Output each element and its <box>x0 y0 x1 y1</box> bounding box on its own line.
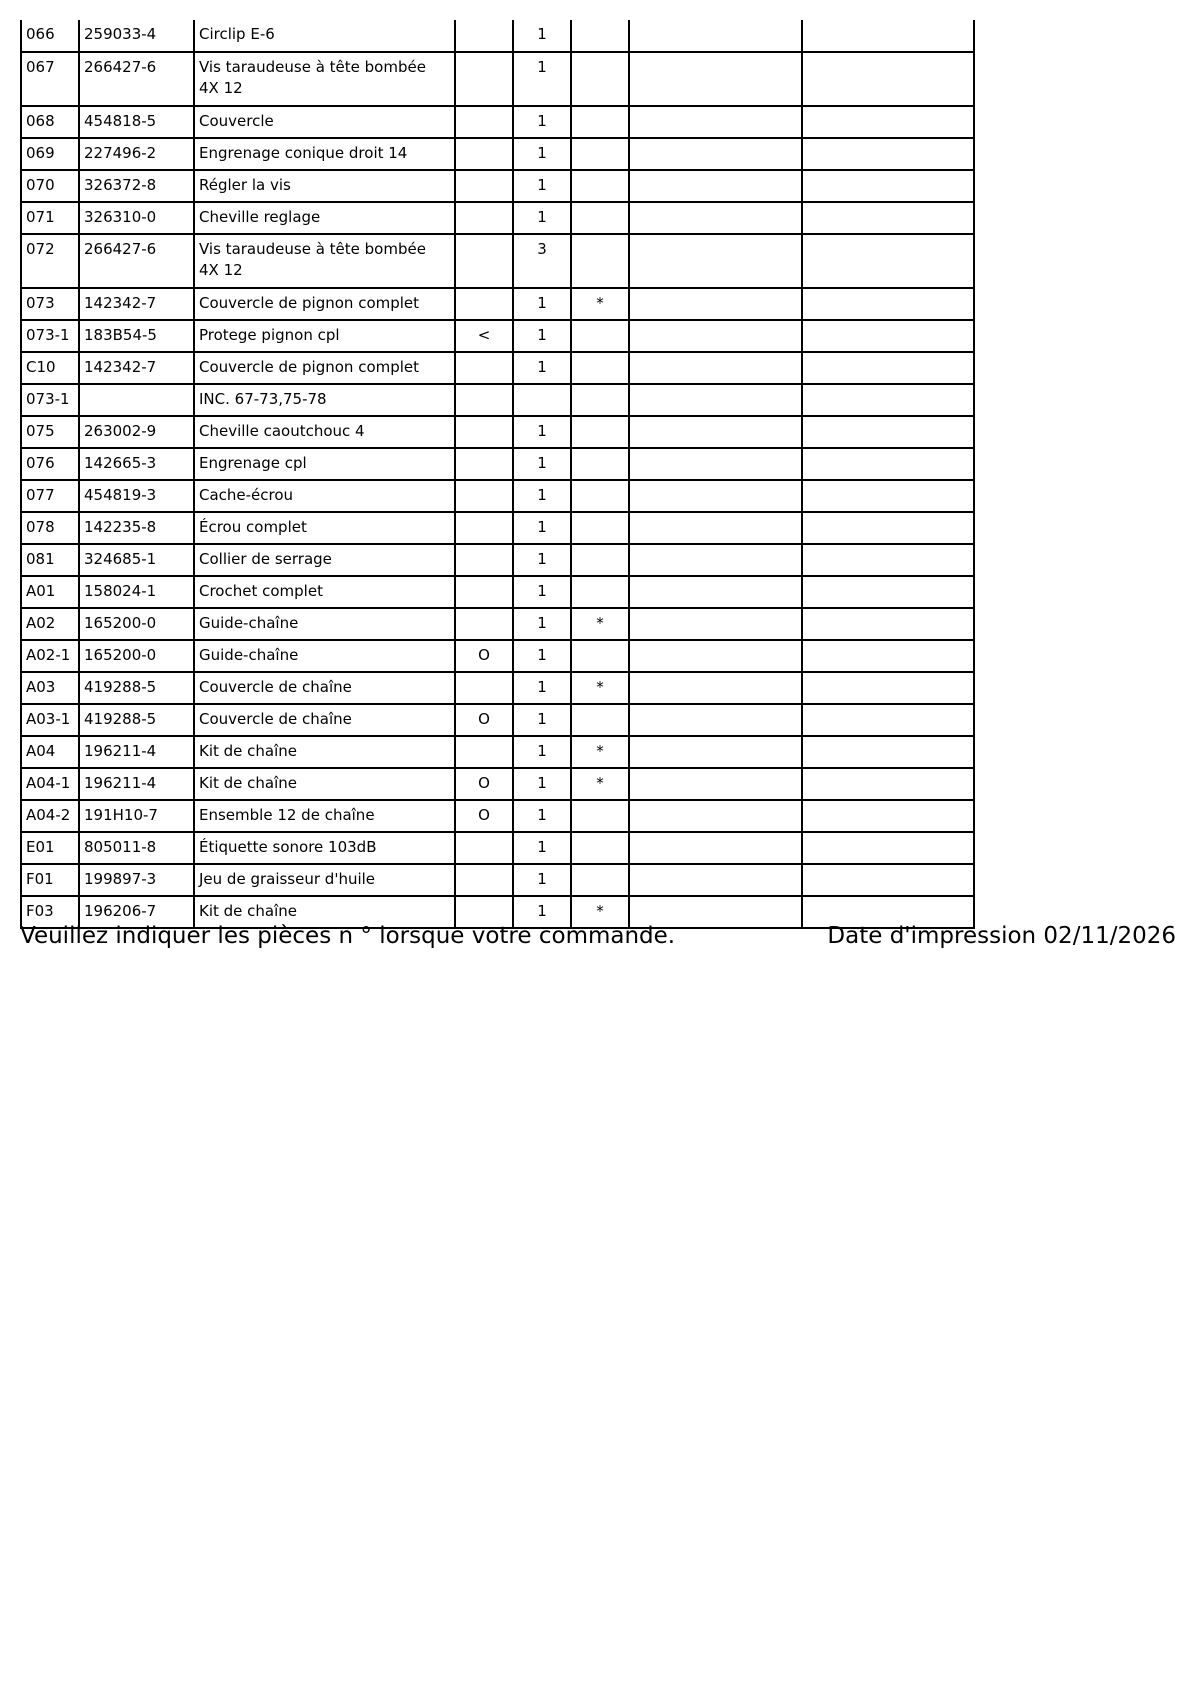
description-cell: Vis taraudeuse à tête bombée 4X 12 <box>194 52 455 106</box>
item-number-cell: 077 <box>21 480 79 512</box>
quantity-cell: 1 <box>513 544 571 576</box>
item-number-cell: 069 <box>21 138 79 170</box>
item-number-cell: 073-1 <box>21 320 79 352</box>
symbol-cell <box>455 138 513 170</box>
flag-cell <box>571 864 629 896</box>
table-row <box>21 170 974 202</box>
flag-cell <box>571 138 629 170</box>
flag-cell <box>571 170 629 202</box>
item-number-cell: C10 <box>21 352 79 384</box>
flag-cell <box>571 640 629 672</box>
symbol-cell <box>455 20 513 52</box>
description-cell: Circlip E-6 <box>194 20 455 52</box>
item-number-cell: 076 <box>21 448 79 480</box>
empty-cell <box>629 768 802 800</box>
description-cell: Couvercle de pignon complet <box>194 352 455 384</box>
print-date: Date d'impression 02/11/2026 <box>827 923 1176 949</box>
quantity-cell: 1 <box>513 832 571 864</box>
quantity-cell: 1 <box>513 864 571 896</box>
description-cell: Guide-chaîne <box>194 640 455 672</box>
empty-cell <box>629 736 802 768</box>
quantity-cell: 1 <box>513 800 571 832</box>
table-row <box>21 704 974 736</box>
description-cell: Couvercle de pignon complet <box>194 288 455 320</box>
empty-cell <box>802 106 974 138</box>
symbol-cell: < <box>455 320 513 352</box>
item-number-cell: E01 <box>21 832 79 864</box>
flag-cell: * <box>571 608 629 640</box>
flag-cell <box>571 320 629 352</box>
symbol-cell <box>455 234 513 288</box>
part-number-cell: 142342-7 <box>79 288 194 320</box>
symbol-cell <box>455 288 513 320</box>
item-number-cell: 072 <box>21 234 79 288</box>
part-number-cell: 419288-5 <box>79 704 194 736</box>
quantity-cell: 1 <box>513 52 571 106</box>
empty-cell <box>629 704 802 736</box>
flag-cell: * <box>571 672 629 704</box>
quantity-cell: 3 <box>513 234 571 288</box>
empty-cell <box>629 864 802 896</box>
empty-cell <box>629 170 802 202</box>
flag-cell: * <box>571 768 629 800</box>
flag-cell <box>571 832 629 864</box>
empty-cell <box>802 864 974 896</box>
description-cell: Cheville reglage <box>194 202 455 234</box>
description-cell: Engrenage cpl <box>194 448 455 480</box>
empty-cell <box>802 320 974 352</box>
description-cell: Collier de serrage <box>194 544 455 576</box>
empty-cell <box>629 384 802 416</box>
description-cell: Engrenage conique droit 14 <box>194 138 455 170</box>
symbol-cell <box>455 106 513 138</box>
part-number-cell: 326310-0 <box>79 202 194 234</box>
part-number-cell: 805011-8 <box>79 832 194 864</box>
quantity-cell: 1 <box>513 416 571 448</box>
symbol-cell <box>455 512 513 544</box>
empty-cell <box>629 138 802 170</box>
quantity-cell: 1 <box>513 640 571 672</box>
description-cell: INC. 67-73,75-78 <box>194 384 455 416</box>
description-cell: Cheville caoutchouc 4 <box>194 416 455 448</box>
quantity-cell: 1 <box>513 320 571 352</box>
quantity-cell: 1 <box>513 704 571 736</box>
flag-cell <box>571 20 629 52</box>
symbol-cell <box>455 448 513 480</box>
item-number-cell: 066 <box>21 20 79 52</box>
quantity-cell: 1 <box>513 20 571 52</box>
part-number-cell: 183B54-5 <box>79 320 194 352</box>
empty-cell <box>629 416 802 448</box>
table-row <box>21 544 974 576</box>
table-row <box>21 416 974 448</box>
description-cell: Couvercle <box>194 106 455 138</box>
flag-cell <box>571 800 629 832</box>
empty-cell <box>629 608 802 640</box>
empty-cell <box>629 448 802 480</box>
flag-cell: * <box>571 896 629 928</box>
item-number-cell: F03 <box>21 896 79 928</box>
empty-cell <box>802 52 974 106</box>
item-number-cell: 068 <box>21 106 79 138</box>
empty-cell <box>629 20 802 52</box>
description-cell: Kit de chaîne <box>194 768 455 800</box>
empty-cell <box>629 672 802 704</box>
empty-cell <box>802 704 974 736</box>
empty-cell <box>802 672 974 704</box>
empty-cell <box>802 608 974 640</box>
empty-cell <box>629 640 802 672</box>
empty-cell <box>802 448 974 480</box>
quantity-cell: 1 <box>513 512 571 544</box>
description-cell: Jeu de graisseur d'huile <box>194 864 455 896</box>
empty-cell <box>629 352 802 384</box>
description-cell: Vis taraudeuse à tête bombée 4X 12 <box>194 234 455 288</box>
table-row <box>21 52 974 106</box>
part-number-cell: 142342-7 <box>79 352 194 384</box>
flag-cell <box>571 416 629 448</box>
symbol-cell <box>455 864 513 896</box>
part-number-cell: 324685-1 <box>79 544 194 576</box>
empty-cell <box>802 170 974 202</box>
table-row <box>21 800 974 832</box>
flag-cell <box>571 106 629 138</box>
table-row <box>21 512 974 544</box>
empty-cell <box>802 416 974 448</box>
table-row <box>21 640 974 672</box>
empty-cell <box>629 320 802 352</box>
part-number-cell: 454819-3 <box>79 480 194 512</box>
symbol-cell: O <box>455 768 513 800</box>
item-number-cell: 081 <box>21 544 79 576</box>
description-cell: Kit de chaîne <box>194 736 455 768</box>
empty-cell <box>802 352 974 384</box>
description-cell: Couvercle de chaîne <box>194 704 455 736</box>
description-cell: Régler la vis <box>194 170 455 202</box>
symbol-cell <box>455 576 513 608</box>
table-row <box>21 384 974 416</box>
flag-cell <box>571 448 629 480</box>
symbol-cell: O <box>455 640 513 672</box>
table-row <box>21 736 974 768</box>
empty-cell <box>629 202 802 234</box>
symbol-cell <box>455 832 513 864</box>
flag-cell <box>571 576 629 608</box>
part-number-cell: 196211-4 <box>79 768 194 800</box>
item-number-cell: 071 <box>21 202 79 234</box>
empty-cell <box>802 288 974 320</box>
symbol-cell <box>455 352 513 384</box>
part-number-cell: 142665-3 <box>79 448 194 480</box>
empty-cell <box>802 234 974 288</box>
item-number-cell: A03-1 <box>21 704 79 736</box>
item-number-cell: A04-2 <box>21 800 79 832</box>
quantity-cell: 1 <box>513 480 571 512</box>
item-number-cell: A02-1 <box>21 640 79 672</box>
symbol-cell: O <box>455 704 513 736</box>
table-row <box>21 864 974 896</box>
symbol-cell <box>455 202 513 234</box>
table-row <box>21 576 974 608</box>
flag-cell <box>571 52 629 106</box>
empty-cell <box>802 544 974 576</box>
part-number-cell: 259033-4 <box>79 20 194 52</box>
empty-cell <box>802 800 974 832</box>
part-number-cell: 199897-3 <box>79 864 194 896</box>
quantity-cell: 1 <box>513 352 571 384</box>
quantity-cell: 1 <box>513 896 571 928</box>
quantity-cell: 1 <box>513 288 571 320</box>
description-cell: Cache-écrou <box>194 480 455 512</box>
description-cell: Écrou complet <box>194 512 455 544</box>
item-number-cell: F01 <box>21 864 79 896</box>
quantity-cell: 1 <box>513 170 571 202</box>
item-number-cell: 070 <box>21 170 79 202</box>
parts-table-body <box>21 20 974 928</box>
item-number-cell: 067 <box>21 52 79 106</box>
empty-cell <box>802 832 974 864</box>
empty-cell <box>629 288 802 320</box>
quantity-cell <box>513 384 571 416</box>
parts-table <box>20 20 975 929</box>
description-cell: Couvercle de chaîne <box>194 672 455 704</box>
empty-cell <box>629 512 802 544</box>
empty-cell <box>802 202 974 234</box>
quantity-cell: 1 <box>513 672 571 704</box>
table-row <box>21 234 974 288</box>
empty-cell <box>802 512 974 544</box>
symbol-cell <box>455 736 513 768</box>
table-row <box>21 672 974 704</box>
description-cell: Kit de chaîne <box>194 896 455 928</box>
part-number-cell: 142235-8 <box>79 512 194 544</box>
table-row <box>21 320 974 352</box>
quantity-cell: 1 <box>513 106 571 138</box>
part-number-cell: 196206-7 <box>79 896 194 928</box>
empty-cell <box>629 576 802 608</box>
part-number-cell: 419288-5 <box>79 672 194 704</box>
flag-cell <box>571 352 629 384</box>
item-number-cell: 075 <box>21 416 79 448</box>
part-number-cell: 266427-6 <box>79 234 194 288</box>
symbol-cell <box>455 544 513 576</box>
symbol-cell <box>455 480 513 512</box>
symbol-cell <box>455 384 513 416</box>
flag-cell <box>571 202 629 234</box>
table-row <box>21 480 974 512</box>
empty-cell <box>629 52 802 106</box>
symbol-cell <box>455 52 513 106</box>
table-row <box>21 448 974 480</box>
quantity-cell: 1 <box>513 202 571 234</box>
item-number-cell: A03 <box>21 672 79 704</box>
empty-cell <box>802 768 974 800</box>
empty-cell <box>629 106 802 138</box>
empty-cell <box>802 20 974 52</box>
flag-cell <box>571 480 629 512</box>
item-number-cell: A01 <box>21 576 79 608</box>
table-row <box>21 832 974 864</box>
table-row <box>21 138 974 170</box>
empty-cell <box>802 138 974 170</box>
symbol-cell <box>455 416 513 448</box>
table-row <box>21 288 974 320</box>
part-number-cell: 227496-2 <box>79 138 194 170</box>
item-number-cell: 073 <box>21 288 79 320</box>
part-number-cell: 454818-5 <box>79 106 194 138</box>
flag-cell: * <box>571 736 629 768</box>
quantity-cell: 1 <box>513 138 571 170</box>
flag-cell <box>571 704 629 736</box>
table-row <box>21 106 974 138</box>
item-number-cell: A04-1 <box>21 768 79 800</box>
part-number-cell: 158024-1 <box>79 576 194 608</box>
item-number-cell: 078 <box>21 512 79 544</box>
flag-cell: * <box>571 288 629 320</box>
order-instruction-note: Veuillez indiquer les pièces n ° lorsque votre commande. <box>20 923 676 949</box>
flag-cell <box>571 544 629 576</box>
symbol-cell <box>455 170 513 202</box>
description-cell: Étiquette sonore 103dB <box>194 832 455 864</box>
item-number-cell: A02 <box>21 608 79 640</box>
empty-cell <box>802 480 974 512</box>
symbol-cell: O <box>455 800 513 832</box>
description-cell: Ensemble 12 de chaîne <box>194 800 455 832</box>
part-number-cell: 263002-9 <box>79 416 194 448</box>
description-cell: Crochet complet <box>194 576 455 608</box>
part-number-cell: 326372-8 <box>79 170 194 202</box>
quantity-cell: 1 <box>513 608 571 640</box>
empty-cell <box>629 234 802 288</box>
empty-cell <box>629 480 802 512</box>
table-row <box>21 608 974 640</box>
item-number-cell: 073-1 <box>21 384 79 416</box>
empty-cell <box>802 384 974 416</box>
part-number-cell: 191H10-7 <box>79 800 194 832</box>
flag-cell <box>571 384 629 416</box>
part-number-cell <box>79 384 194 416</box>
part-number-cell: 196211-4 <box>79 736 194 768</box>
item-number-cell: A04 <box>21 736 79 768</box>
quantity-cell: 1 <box>513 576 571 608</box>
flag-cell <box>571 234 629 288</box>
empty-cell <box>629 800 802 832</box>
empty-cell <box>802 736 974 768</box>
symbol-cell <box>455 672 513 704</box>
empty-cell <box>629 832 802 864</box>
flag-cell <box>571 512 629 544</box>
symbol-cell <box>455 608 513 640</box>
part-number-cell: 266427-6 <box>79 52 194 106</box>
empty-cell <box>802 640 974 672</box>
quantity-cell: 1 <box>513 448 571 480</box>
table-row <box>21 352 974 384</box>
table-row <box>21 202 974 234</box>
empty-cell <box>802 576 974 608</box>
description-cell: Guide-chaîne <box>194 608 455 640</box>
table-row <box>21 768 974 800</box>
quantity-cell: 1 <box>513 736 571 768</box>
part-number-cell: 165200-0 <box>79 608 194 640</box>
quantity-cell: 1 <box>513 768 571 800</box>
empty-cell <box>629 544 802 576</box>
table-row <box>21 20 974 52</box>
description-cell: Protege pignon cpl <box>194 320 455 352</box>
part-number-cell: 165200-0 <box>79 640 194 672</box>
